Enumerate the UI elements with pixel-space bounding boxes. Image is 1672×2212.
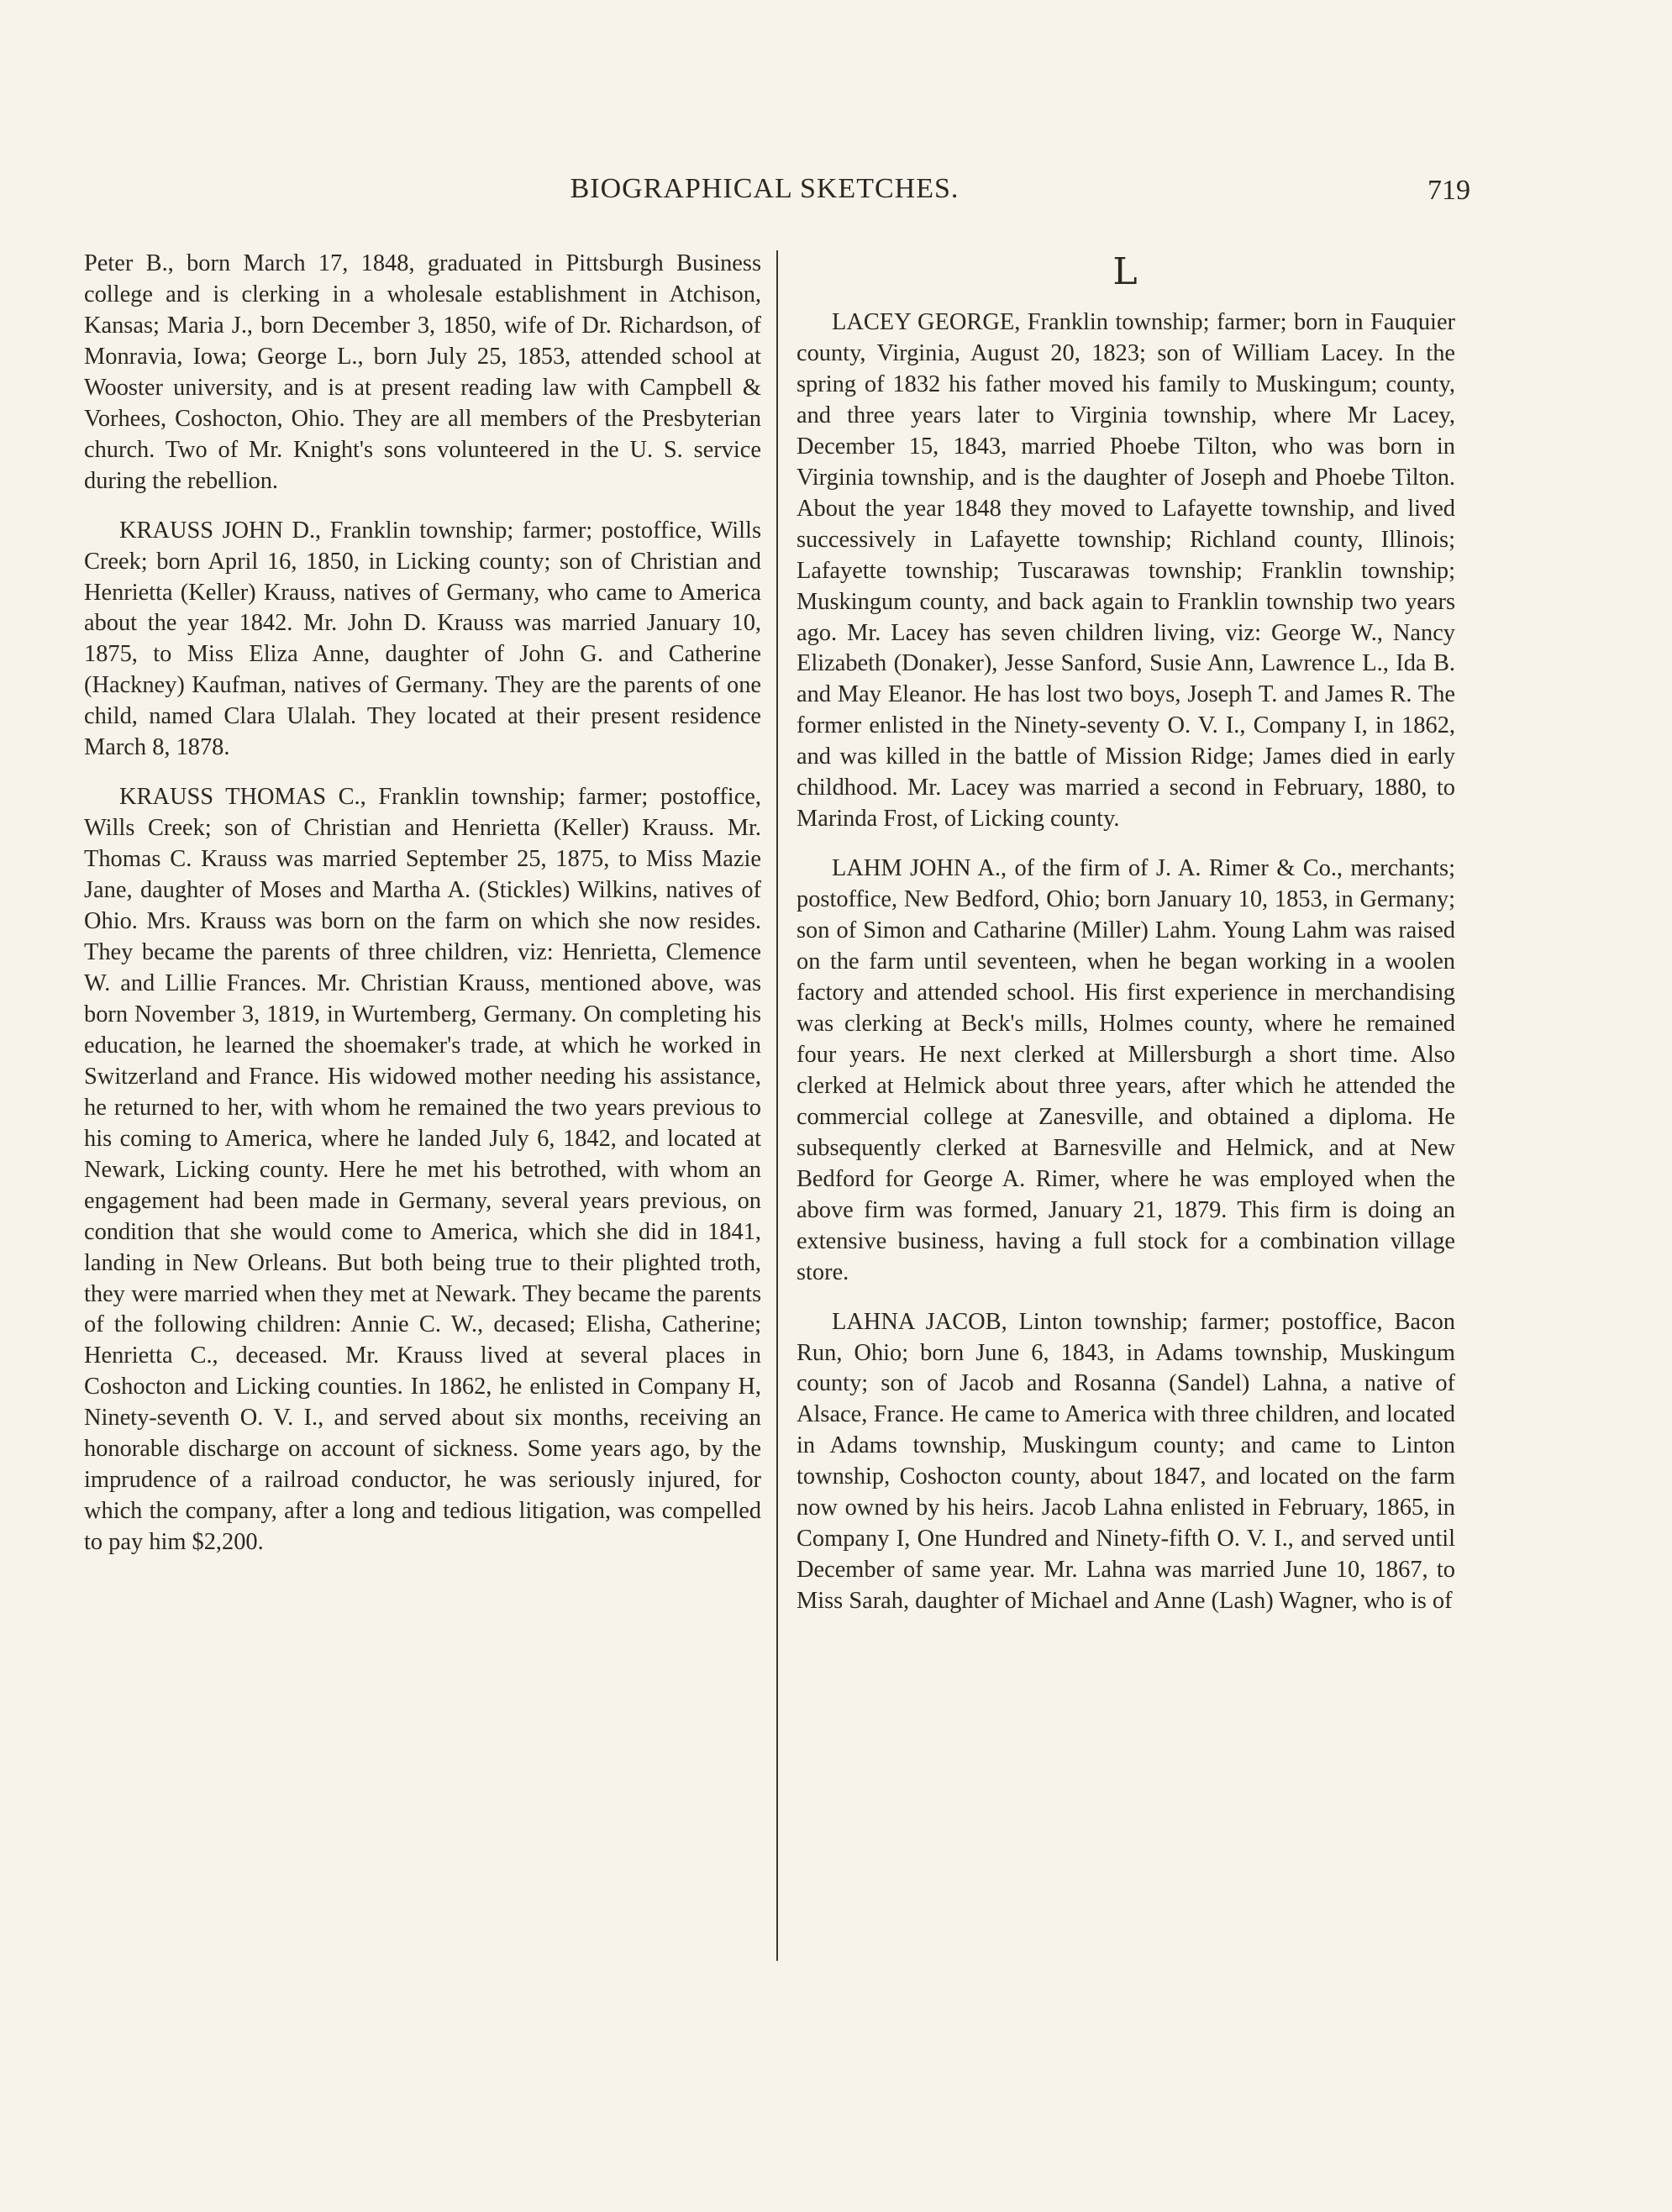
left-column bbox=[84, 249, 761, 1577]
paragraph-knight-continued: Peter B., born March 17, 1848, graduated in Pittsburgh Business college and is clerking in a wholesale establishment in Atchison, Kansas; Maria J., born December 3, 1850, wife of Dr. Richardson, of Monravia, Iowa; George L., born July 25, 1853, attended school at Wooster university, and is at present reading law with Campbell & Vorhees, Coshocton, Ohio. They are all members of the Presbyterian church. Two of Mr. Knight's sons volunteered in the U. S. service during the rebellion. bbox=[84, 250, 761, 494]
page-number: 719 bbox=[1428, 175, 1470, 206]
paragraph-lacey-george: LACEY GEORGE, Franklin township; farmer; born in Fauquier county, Virginia, August 20, 1823; son of William Lacey. In the spring of 1832 his father moved his family to Muskingum; county, and three years later to Virginia township, where Mr Lacey, December 15, 1843, married Phoebe Tilton, who was born in Virginia township, and is the daughter of Joseph and Phoebe Tilton. About the year 1848 they moved to Lafayette township, and lived successively in Lafayette township; Richland county, Illinois; Lafayette township; Tuscarawas township; Franklin township; Muskingum county, and back again to Franklin township two years ago. Mr. Lacey has seven children living, viz: George W., Nancy Elizabeth (Donaker), Jesse Sanford, Susie Ann, Lawrence L., Ida B. and May Eleanor. He has lost two boys, Joseph T. and James R. The former enlisted in the Ninety-seventy O. V. I., Company I, in 1862, and was killed in the battle of Mission Ridge; James died in early childhood. Mr. Lacey was married a second in February, 1880, to Marinda Frost, of Licking county. bbox=[797, 309, 1455, 833]
section-letter: L bbox=[1112, 250, 1139, 293]
running-head bbox=[84, 173, 1470, 215]
paragraph-krauss-thomas: KRAUSS THOMAS C., Franklin township; farmer; postoffice, Wills Creek; son of Christian and Henrietta (Keller) Krauss. Mr. Thomas C. Krauss was married September 25, 1875, to Miss Mazie Jane, daughter of Moses and Martha A. (Stickles) Wilkins, natives of Ohio. Mrs. Krauss was born on the farm on which she now resides. They became the parents of three children, viz: Henrietta, Clemence W. and Lillie Frances. Mr. Christian Krauss, mentioned above, was born November 3, 1819, in Wurtemberg, Germany. On completing his education, he learned the shoemaker's trade, at which he worked in Switzerland and France. His widowed mother needing his assistance, he returned to her, with whom he remained the two years previous to his coming to America, where he landed July 6, 1842, and located at Newark, Licking county. Here he met his betrothed, with whom an engagement had been made in Germany, several years previous, on condition that she would come to America, which she did in 1841, landing in New Orleans. But both being true to their plighted troth, they were married when they met at Newark. They became the parents of the following children: Annie C. W., decased; Elisha, Catherine; Henrietta C., deceased. Mr. Krauss lived at several places in Coshocton and Licking counties. In 1862, he enlisted in Company H, Ninety-seventh O. V. I., and served about six months, receiving an honorable discharge on account of sickness. Some years ago, by the imprudence of a railroad conductor, he was seriously injured, for which the company, after a long and tedious litigation, was compelled to pay him $2,200. bbox=[84, 784, 761, 1556]
right-column bbox=[797, 249, 1455, 1636]
paragraph-lahm-john: LAHM JOHN A., of the firm of J. A. Rimer & Co., merchants; postoffice, New Bedford, Ohio; born January 10, 1853, in Germany; son of Simon and Catharine (Miller) Lahm. Young Lahm was raised on the farm until seventeen, when he began working in a woolen factory and attended school. His first experience in merchandising was clerking at Beck's mills, Holmes county, where he remained four years. He next clerked at Millersburgh a short time. Also clerked at Helmick about three years, after which he attended the commercial college at Zanesville, and obtained a diploma. He subsequently clerked at Barnesville and Helmick, and at New Bedford for George A. Rimer, where he was employed when the above firm was formed, January 21, 1879. This firm is doing an extensive business, having a full stock for a combination village store. bbox=[797, 855, 1455, 1285]
column-divider bbox=[776, 250, 778, 1961]
paragraph-lahna-jacob: LAHNA JACOB, Linton township; farmer; postoffice, Bacon Run, Ohio; born June 6, 1843, in Adams township, Muskingum county; son of Jacob and Rosanna (Sandel) Lahna, a native of Alsace, France. He came to America with three children, and located in Adams township, Muskingum county; and came to Linton township, Coshocton county, about 1847, and located on the farm now owned by his heirs. Jacob Lahna enlisted in February, 1865, in Company I, One Hundred and Ninety-fifth O. V. I., and served until December of same year. Mr. Lahna was married June 10, 1867, to Miss Sarah, daughter of Michael and Anne (Lash) Wagner, who is of bbox=[797, 1308, 1455, 1615]
running-head-title: BIOGRAPHICAL SKETCHES. bbox=[570, 173, 960, 204]
paragraph-krauss-john: KRAUSS JOHN D., Franklin township; farmer; postoffice, Wills Creek; born April 16, 1850, in Licking county; son of Christian and Henrietta (Keller) Krauss, natives of Germany, who came to America about the year 1842. Mr. John D. Krauss was married January 10, 1875, to Miss Eliza Anne, daughter of John G. and Catherine (Hackney) Kaufman, natives of Germany. They are the parents of one child, named Clara Ulalah. They located at their present residence March 8, 1878. bbox=[84, 517, 761, 761]
